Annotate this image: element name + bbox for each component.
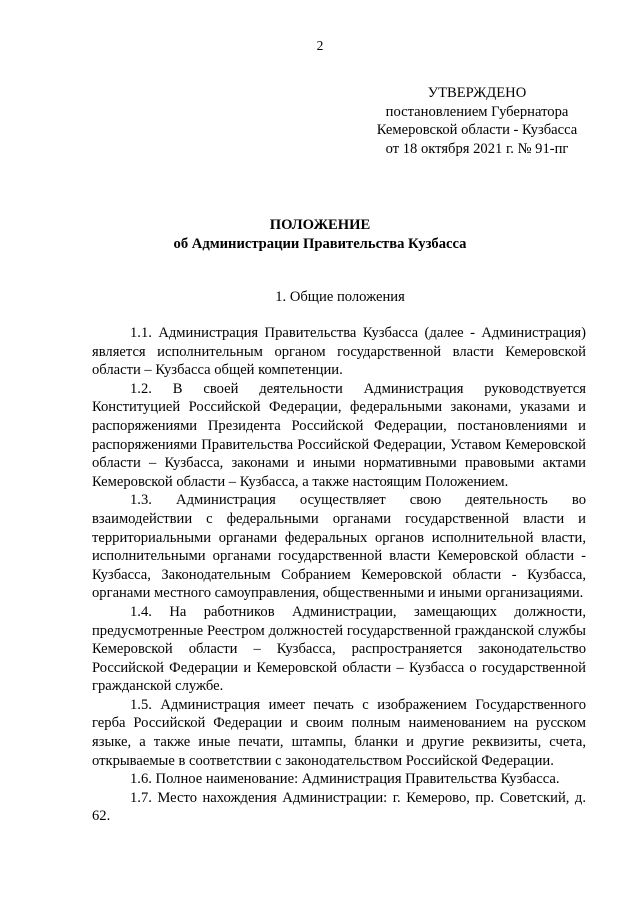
approval-line-region: Кемеровской области - Кузбасса xyxy=(376,122,578,138)
document-body xyxy=(92,324,586,826)
paragraph-1-4: 1.4. На работников Администрации, замещающих должности, предусмотренные Реестром должностей государственной гражданской службы Кемеровской области – Кузбасса, распространяется законодательство Российской Федерации и Кемеровской области – Кузбасса о государственной гражданской службе. xyxy=(92,603,586,695)
paragraph-1-7: 1.7. Место нахождения Администрации: г. Кемерово, пр. Советский, д. 62. xyxy=(92,789,586,825)
document-subtitle: об Администрации Правительства Кузбасса xyxy=(173,236,467,252)
page-number: 2 xyxy=(316,38,324,53)
section-heading: 1. Общие положения xyxy=(275,289,405,305)
approval-line-date: от 18 октября 2021 г. № 91-пг xyxy=(385,140,569,157)
paragraph-1-2: 1.2. В своей деятельности Администрация руководствуется Конституцией Российской Федерации, федеральными законами, указами и распоряжениями Президента Российской Федерации, постановлениями и распоряжениями Правительства Российской Федерации, Уставом Кемеровской области – Кузбасса, законами и иными нормативными правовыми актами Кемеровской области – Кузбасса, а также настоящим Положением. xyxy=(92,380,586,490)
document-title: ПОЛОЖЕНИЕ xyxy=(269,217,371,233)
approval-line-decree: постановлением Губернатора xyxy=(385,103,569,120)
paragraph-1-1: 1.1. Администрация Правительства Кузбасса (далее - Администрация) является исполнительным органом государственной власти Кемеровской области – Кузбасса общей компетенции. xyxy=(92,325,586,379)
approval-stamp xyxy=(352,84,602,158)
paragraph-1-3: 1.3. Администрация осуществляет свою деятельность во взаимодействии с федеральными органами государственной власти и территориальными органами федеральных органов исполнительной власти, исполнительными органами государственной власти Кемеровской области - Кузбасса, Законодательным Собранием Кемеровской области - Кузбасса, органами местного самоуправления, общественными и иными организациями. xyxy=(92,492,586,602)
paragraph-1-5: 1.5. Администрация имеет печать с изображением Государственного герба Российской Федерации и своим полным наименованием на русском языке, а также иные печати, штампы, бланки и другие реквизиты, счета, открываемые в соответствии с законодательством Российской Федерации. xyxy=(92,696,586,769)
paragraph-1-6: 1.6. Полное наименование: Администрация Правительства Кузбасса. xyxy=(130,771,560,788)
approval-line-approved: УТВЕРЖДЕНО xyxy=(427,85,527,101)
